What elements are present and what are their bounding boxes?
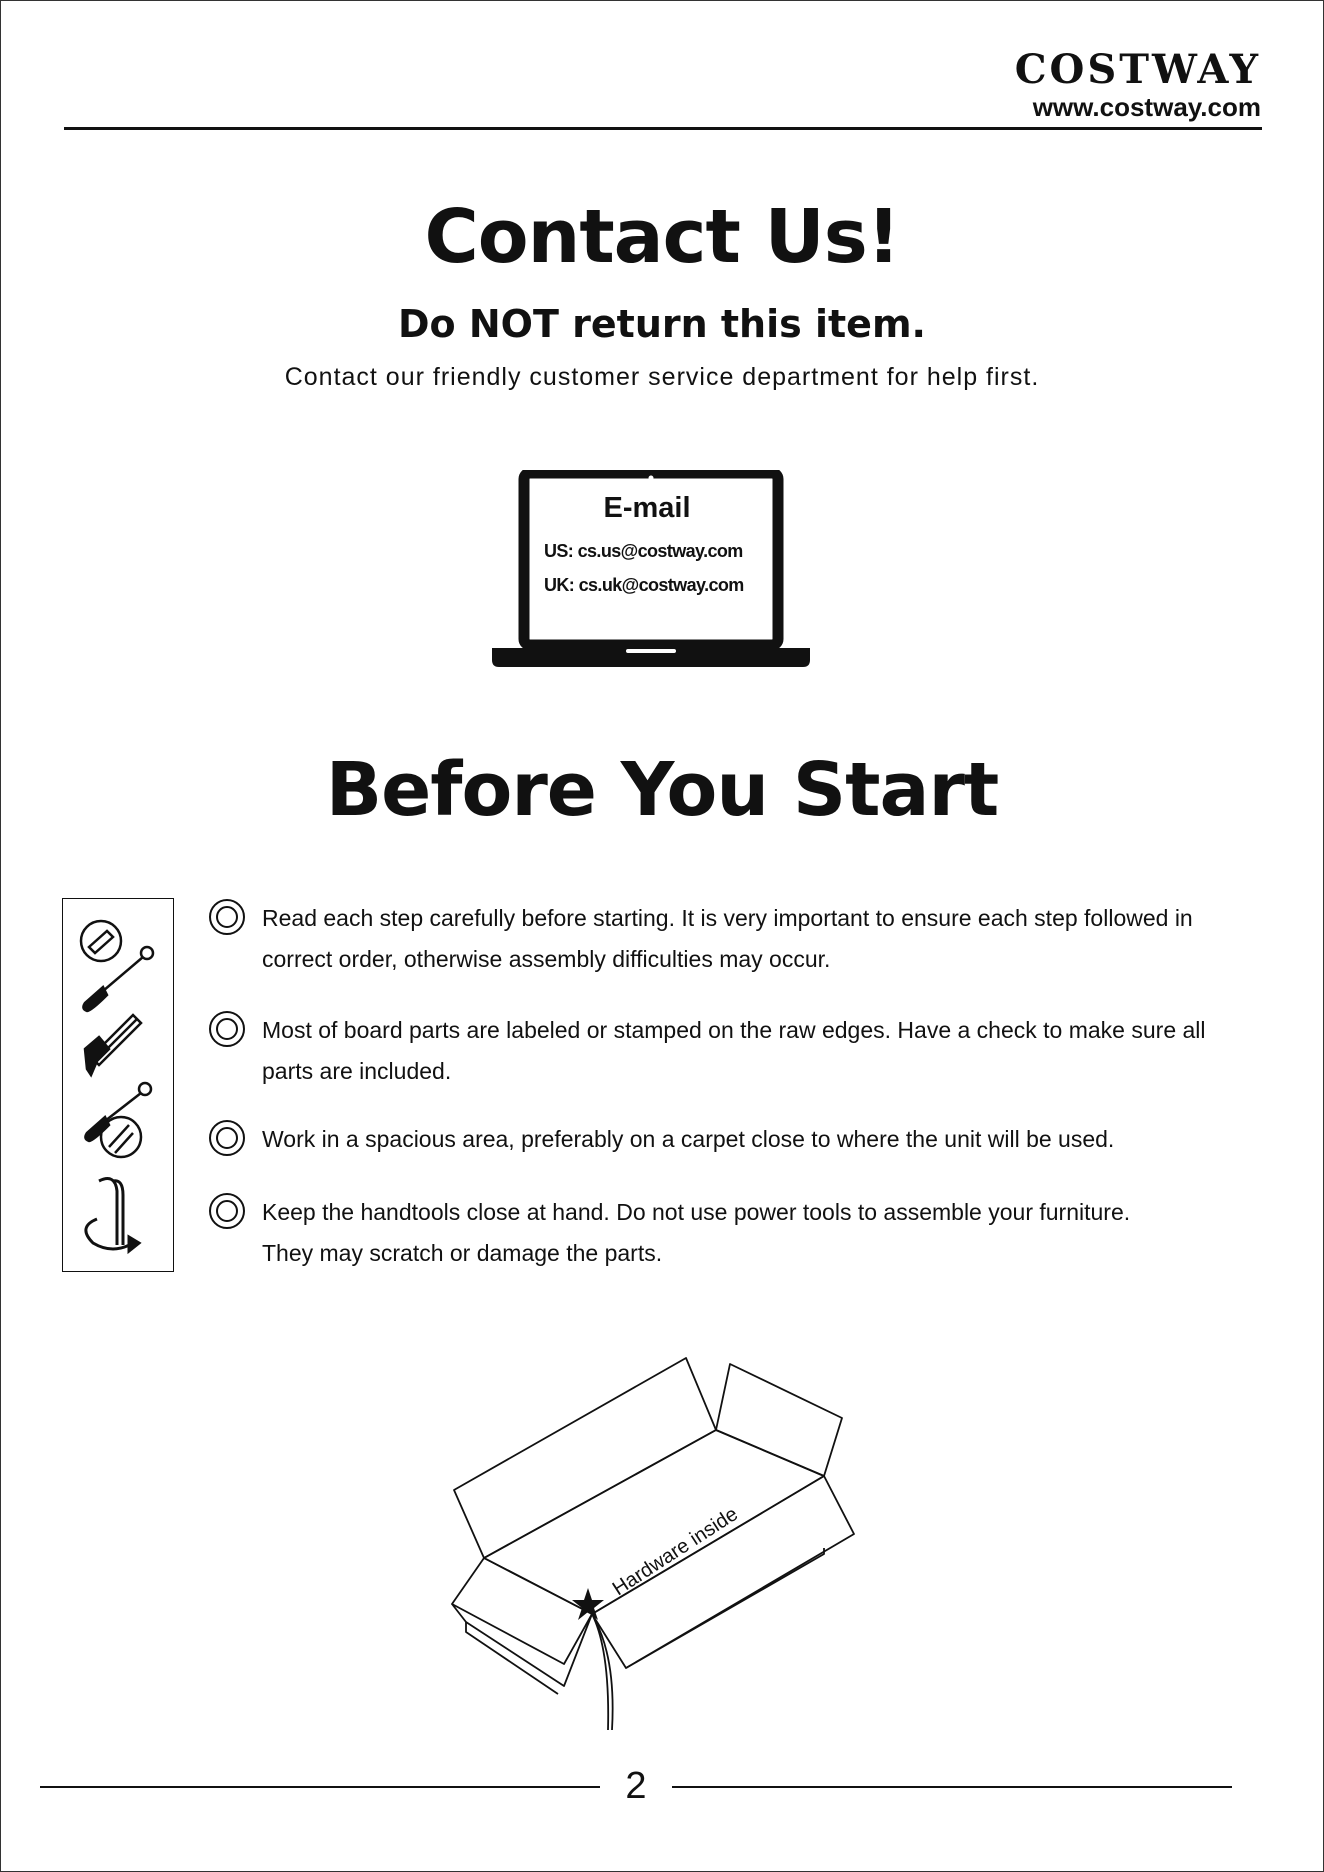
tip-line: correct order, otherwise assembly difficulties may occur. xyxy=(262,946,831,972)
box-label: Hardware inside xyxy=(608,1503,742,1601)
tip-line: Keep the handtools close at hand. Do not use power tools to assemble your furniture. xyxy=(262,1199,1131,1225)
tip-line: Most of board parts are labeled or stamped on the raw edges. Have a check to make sure all xyxy=(262,1017,1206,1043)
tip-text xyxy=(262,1119,1272,1160)
phillips-screwdriver-icon xyxy=(85,1083,151,1157)
bullet-circle-icon xyxy=(208,1010,248,1050)
page-number: 2 xyxy=(625,1765,647,1807)
tip-text xyxy=(262,898,1272,980)
star-icon xyxy=(572,1588,604,1620)
tools-panel xyxy=(62,898,174,1272)
bullet-circle-icon xyxy=(208,1119,248,1159)
brand-url: www.costway.com xyxy=(1032,92,1261,122)
tools-illustration xyxy=(63,899,173,1271)
header-divider xyxy=(64,127,1262,130)
email-us: US: cs.us@costway.com xyxy=(544,541,743,561)
footer-divider-left xyxy=(40,1786,600,1788)
before-start-title: Before You Start xyxy=(325,747,999,833)
return-warning: Do NOT return this item. xyxy=(398,302,926,346)
email-title: E-mail xyxy=(603,492,691,524)
email-panel xyxy=(536,486,758,602)
tip-line: Work in a spacious area, preferably on a carpet close to where the unit will be used. xyxy=(262,1126,1115,1152)
contact-description: Contact our friendly customer service department for help first. xyxy=(284,363,1040,391)
email-uk: UK: cs.uk@costway.com xyxy=(544,575,744,595)
contact-title: Contact Us! xyxy=(424,194,900,280)
tip-line: Read each step carefully before starting. It is very important to ensure each step followed in xyxy=(262,905,1193,931)
hammer-icon xyxy=(85,1015,141,1075)
tip-line: parts are included. xyxy=(262,1058,452,1084)
brand-header xyxy=(1014,46,1261,122)
allen-key-icon xyxy=(86,1179,139,1251)
screwdriver-icon xyxy=(81,921,153,1011)
open-box-illustration xyxy=(440,1350,860,1740)
bullet-circle-icon xyxy=(208,1192,248,1232)
bullet-circle-icon xyxy=(208,898,248,938)
tip-text xyxy=(262,1010,1272,1092)
tip-line: They may scratch or damage the parts. xyxy=(262,1240,663,1266)
tip-text xyxy=(262,1192,1272,1274)
footer-divider-right xyxy=(672,1786,1232,1788)
brand-logo: COSTWAY xyxy=(1014,46,1261,93)
